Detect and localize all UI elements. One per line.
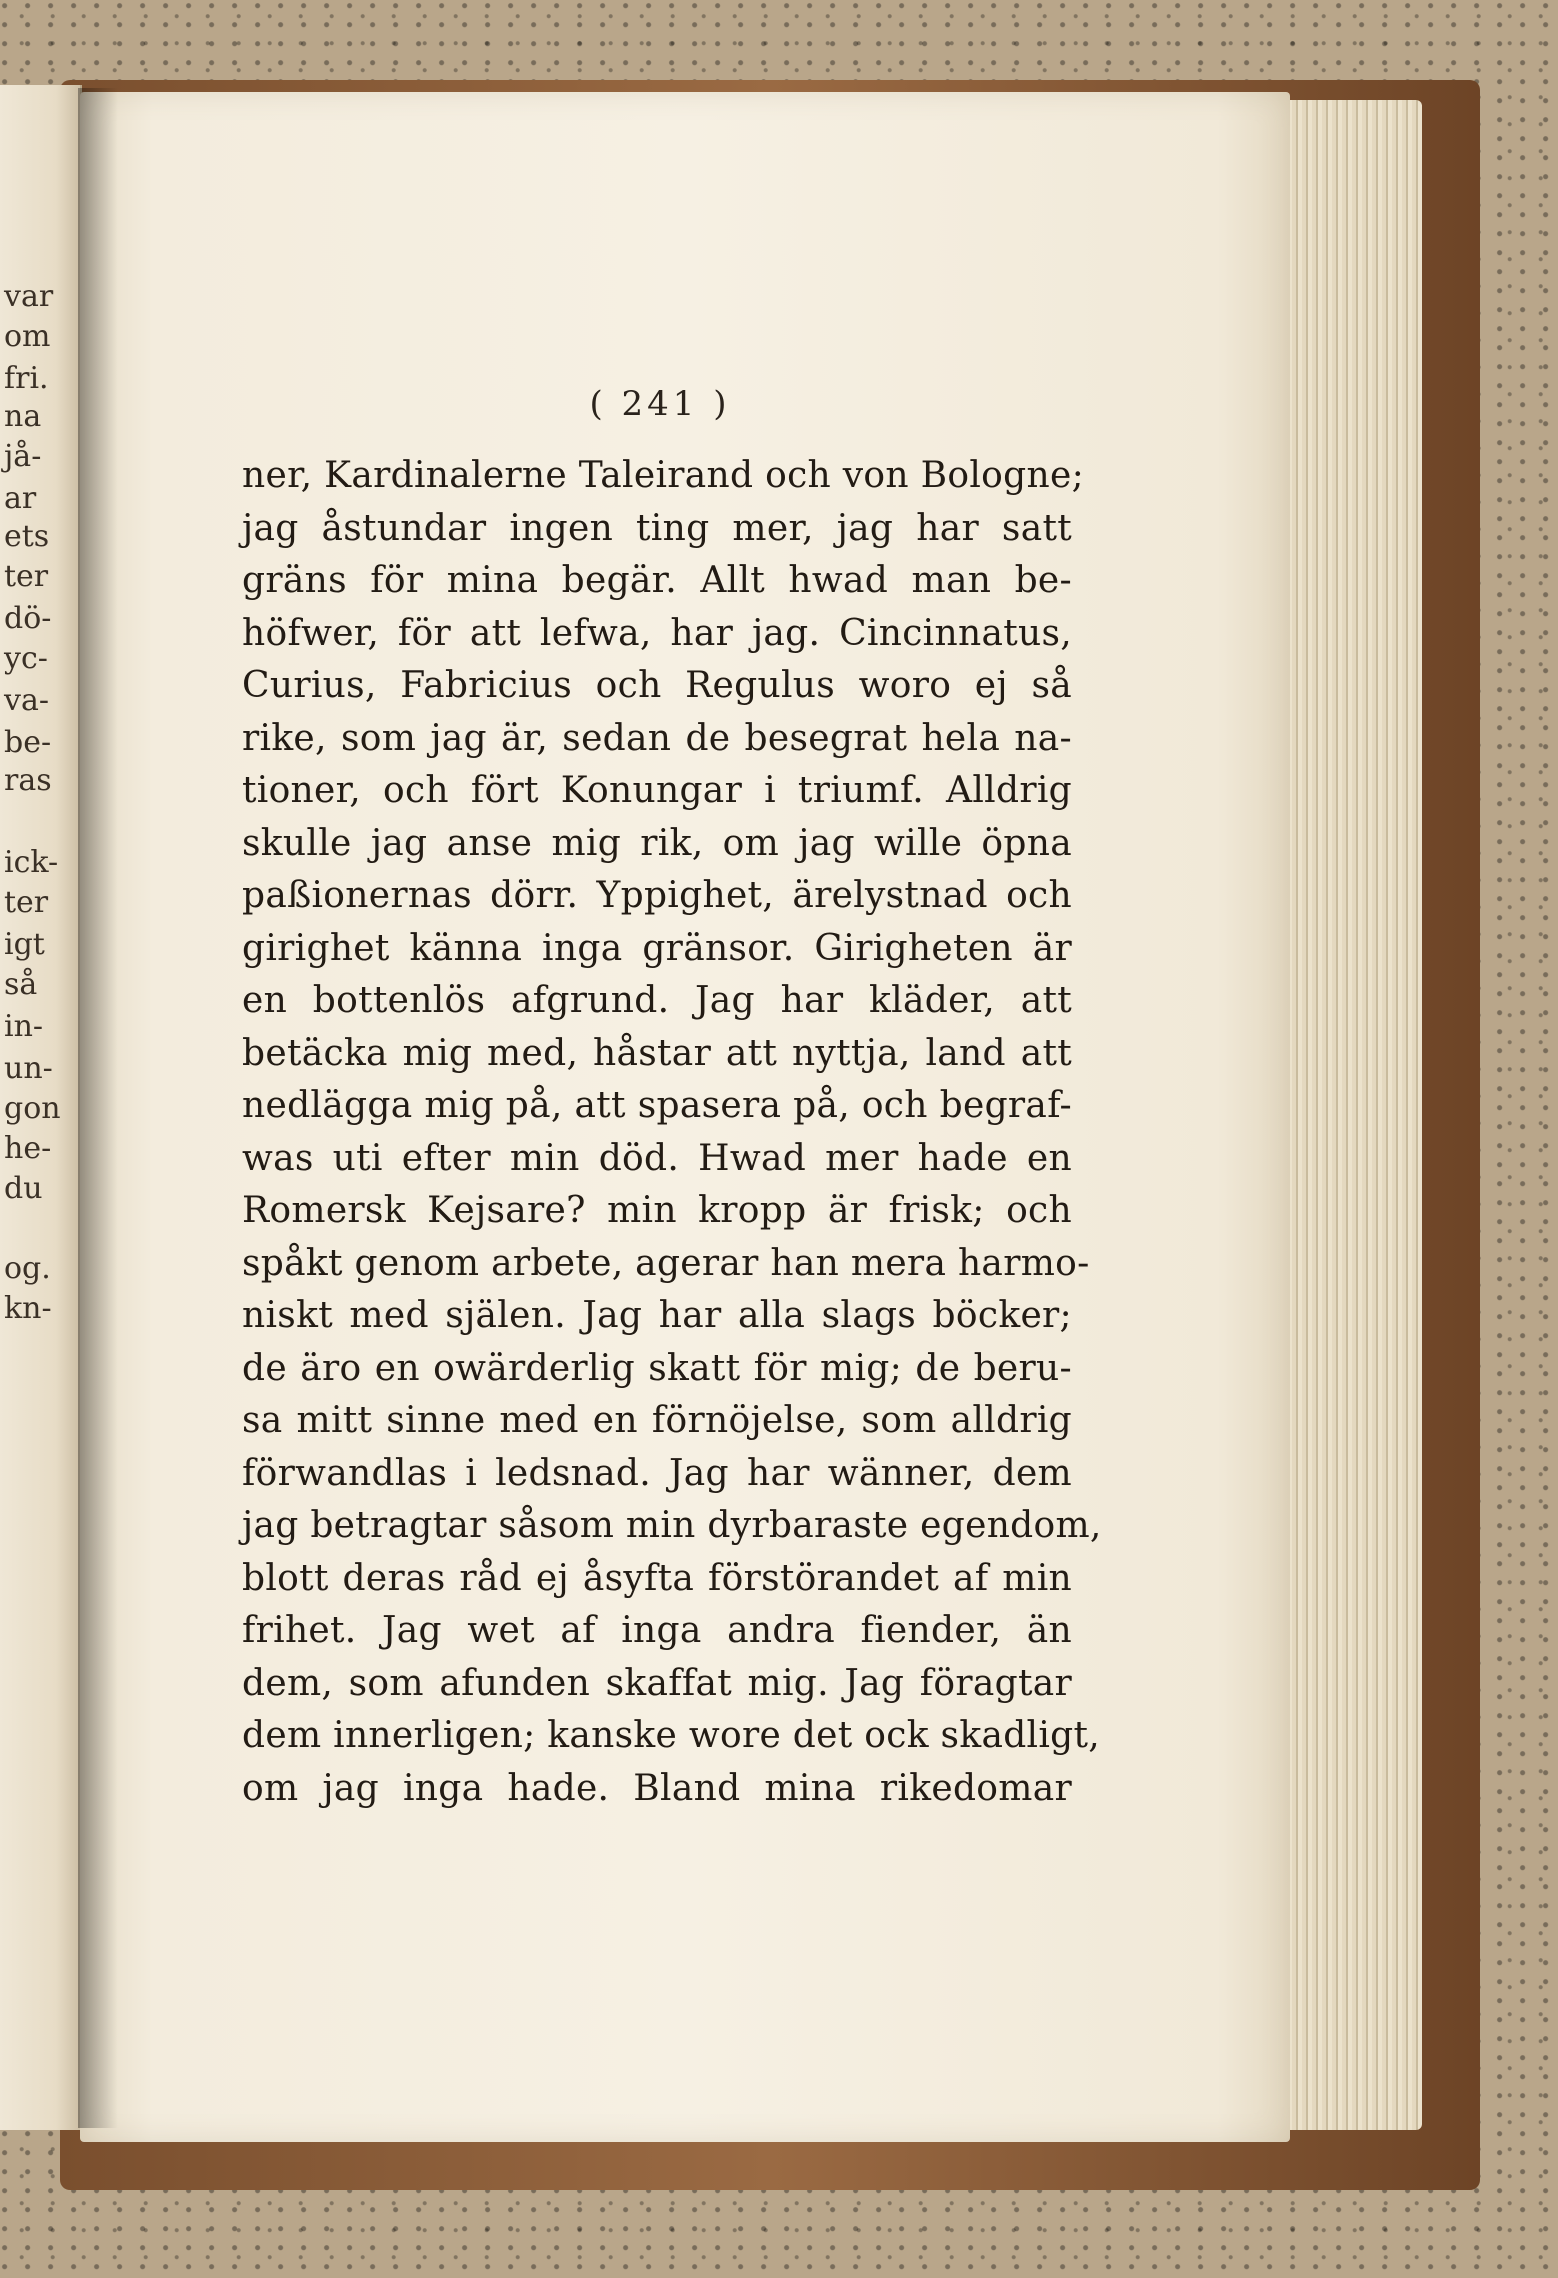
text-line: dem, som afunden skaffat mig. Jag föragtar xyxy=(242,1662,1072,1704)
previous-page-fragment: ras xyxy=(4,763,52,798)
previous-page-fragment: ar xyxy=(4,481,37,516)
previous-page-fragment: in- xyxy=(4,1009,44,1044)
previous-page-fragment: un- xyxy=(4,1051,53,1086)
text-line: de äro en owärderlig skatt för mig; de beru- xyxy=(242,1347,1072,1389)
text-line: blott deras råd ej åsyfta förstörandet af min xyxy=(242,1557,1072,1599)
text-line: en bottenlös afgrund. Jag har kläder, att xyxy=(242,980,1072,1021)
text-line: paßionernas dörr. Yppighet, ärelystnad och xyxy=(242,875,1072,916)
previous-page xyxy=(0,85,82,2130)
previous-page-fragment: va- xyxy=(4,683,49,718)
text-line: rike, som jag är, sedan de besegrat hela na- xyxy=(242,717,1072,759)
text-line: Curius, Fabricius och Regulus woro ej så xyxy=(242,665,1072,706)
text-line: förwandlas i ledsnad. Jag har wänner, dem xyxy=(242,1452,1072,1494)
previous-page-fragment: yc- xyxy=(4,641,48,676)
previous-page-fragment: ick- xyxy=(4,845,59,880)
text-line: spåkt genom arbete, agerar han mera harmo- xyxy=(242,1242,1090,1284)
text-line: ner, Kardinalerne Taleirand och von Bologne; xyxy=(242,455,1085,496)
page-text-block xyxy=(242,450,1102,1815)
text-line: niskt med själen. Jag har alla slags böcker; xyxy=(242,1295,1072,1336)
previous-page-fragment: ter xyxy=(4,559,49,594)
text-line: skulle jag anse mig rik, om jag wille öpna xyxy=(242,822,1072,864)
text-line: jag betragtar såsom min dyrbaraste egendom, xyxy=(242,1505,1102,1546)
page-edges xyxy=(1272,100,1422,2130)
text-line: Romersk Kejsare? min kropp är frisk; och xyxy=(242,1190,1072,1231)
text-line: om jag inga hade. Bland mina rikedomar xyxy=(242,1767,1072,1809)
previous-page-fragment: kn- xyxy=(4,1291,52,1326)
previous-page-fragment: var xyxy=(4,279,54,314)
text-line: jag åstundar ingen ting mer, jag har satt xyxy=(242,507,1072,549)
gutter-shadow xyxy=(78,88,118,2128)
previous-page-fragment: igt xyxy=(4,927,45,962)
page-number-header: ( 241 ) xyxy=(589,384,731,424)
text-line: sa mitt sinne med en förnöjelse, som alldrig xyxy=(242,1400,1072,1441)
text-line: höfwer, för att lefwa, har jag. Cincinnatus, xyxy=(242,612,1072,654)
text-line: dem innerligen; kanske wore det ock skadligt, xyxy=(242,1715,1101,1756)
previous-page-fragment: be- xyxy=(4,725,52,760)
previous-page-fragment: jå- xyxy=(4,439,42,474)
text-line: girighet känna inga gränsor. Girigheten är xyxy=(242,927,1072,969)
previous-page-fragment: na xyxy=(4,399,42,434)
text-line: was uti efter min död. Hwad mer hade en xyxy=(242,1137,1072,1179)
previous-page-fragment: gon xyxy=(4,1091,61,1126)
previous-page-fragment: du xyxy=(4,1171,43,1206)
book-page xyxy=(80,92,1290,2142)
previous-page-fragment: og. xyxy=(4,1251,51,1286)
text-line: betäcka mig med, håstar att nyttja, land att xyxy=(242,1032,1072,1074)
text-line: nedlägga mig på, att spasera på, och begraf- xyxy=(242,1085,1072,1126)
previous-page-fragment: så xyxy=(4,967,38,1002)
text-line: gräns för mina begär. Allt hwad man be- xyxy=(242,560,1072,601)
previous-page-fragment: fri. xyxy=(4,361,49,396)
previous-page-fragment: ets xyxy=(4,519,50,554)
text-line: tioner, och fört Konungar i triumf. Alldrig xyxy=(242,770,1072,811)
previous-page-fragment: dö- xyxy=(4,601,52,636)
previous-page-fragment: ter xyxy=(4,885,49,920)
previous-page-fragment: he- xyxy=(4,1131,52,1166)
previous-page-fragment: om xyxy=(4,319,51,354)
text-line: frihet. Jag wet af inga andra fiender, än xyxy=(242,1610,1072,1651)
